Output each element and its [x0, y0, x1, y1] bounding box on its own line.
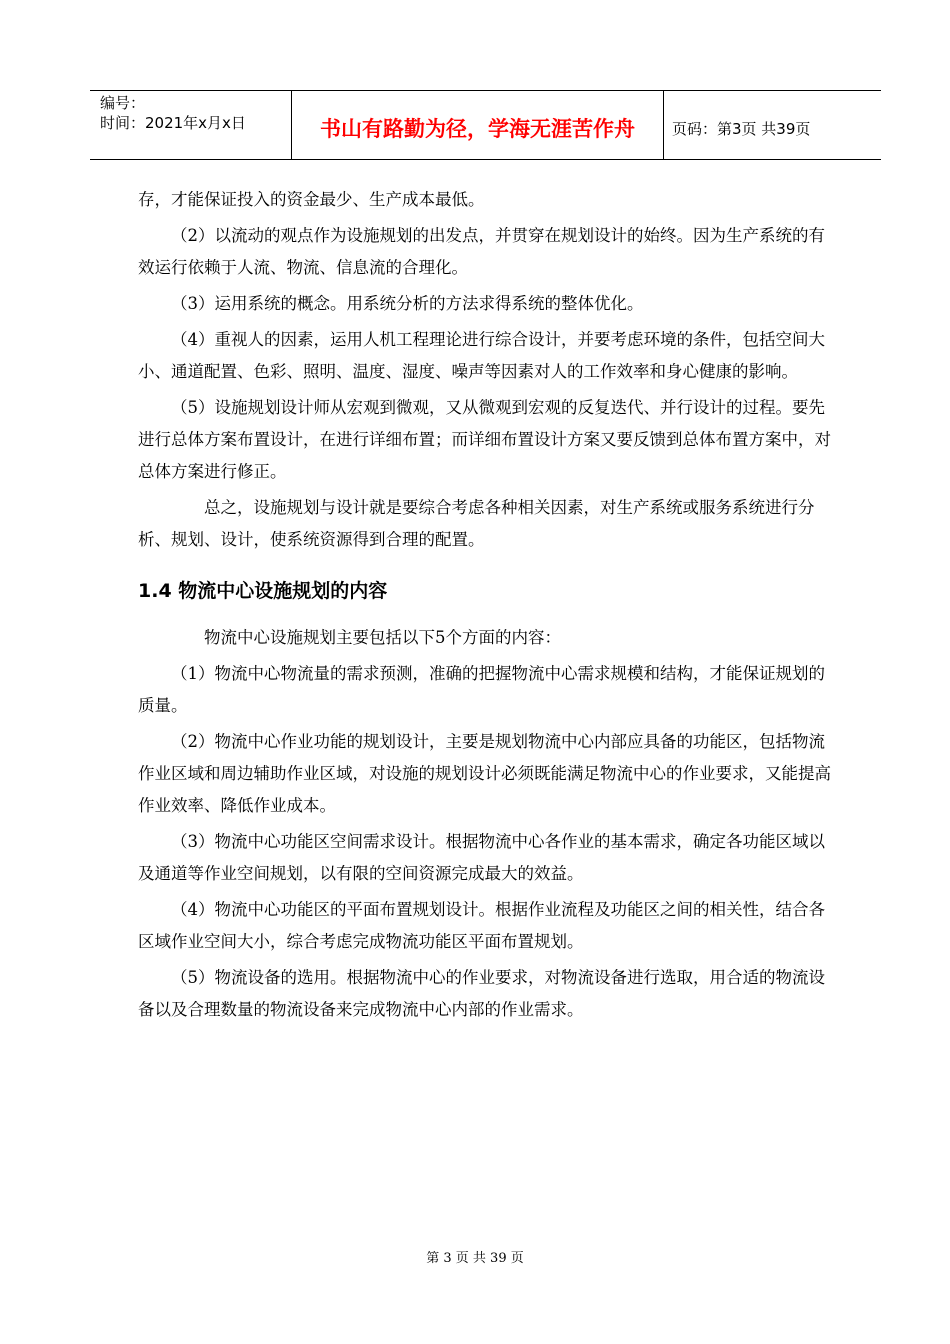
- paragraph: （4）重视人的因素，运用人机工程理论进行综合设计，并要考虑环境的条件，包括空间大小、通道配置、色彩、照明、温度、湿度、噪声等因素对人的工作效率和身心健康的影响。: [138, 330, 825, 381]
- header-page-info: 页码：第3页 共39页: [672, 119, 811, 138]
- paragraph: （5）物流设备的选用。根据物流中心的作业要求，对物流设备进行选取，用合适的物流设备以及合理数量的物流设备来完成物流中心内部的作业需求。: [138, 968, 825, 1019]
- document-body: [138, 184, 838, 1026]
- paragraph: （1）物流中心物流量的需求预测，准确的把握物流中心需求规模和结构，才能保证规划的质量。: [138, 664, 825, 715]
- section-heading: 1.4 物流中心设施规划的内容: [138, 580, 388, 602]
- paragraph: 物流中心设施规划主要包括以下5个方面的内容：: [204, 628, 561, 647]
- paragraph: （2）以流动的观点作为设施规划的出发点，并贯穿在规划设计的始终。因为生产系统的有效运行依赖于人流、物流、信息流的合理化。: [138, 226, 825, 277]
- paragraph: （3）运用系统的概念。用系统分析的方法求得系统的整体优化。: [171, 294, 644, 313]
- page-footer: 第 3 页 共 39 页: [426, 1251, 524, 1266]
- paragraph: 总之，设施规划与设计就是要综合考虑各种相关因素，对生产系统或服务系统进行分析、规划、设计，使系统资源得到合理的配置。: [138, 498, 815, 549]
- header-meta: [90, 91, 292, 159]
- document-time-label: 时间：2021年x月x日: [100, 114, 246, 132]
- paragraph: （4）物流中心功能区的平面布置规划设计。根据作业流程及功能区之间的相关性，结合各区域作业空间大小，综合考虑完成物流功能区平面布置规划。: [138, 900, 825, 951]
- paragraph: （2）物流中心作业功能的规划设计，主要是规划物流中心内部应具备的功能区，包括物流作业区域和周边辅助作业区域，对设施的规划设计必须既能满足物流中心的作业要求，又能提高作业效率、降低作业成本。: [138, 732, 831, 815]
- paragraph: （5）设施规划设计师从宏观到微观，又从微观到宏观的反复迭代、并行设计的过程。要先进行总体方案布置设计，在进行详细布置；而详细布置设计方案又要反馈到总体布置方案中，对总体方案进行修正。: [138, 398, 831, 481]
- page-header: [90, 90, 881, 160]
- paragraph: （3）物流中心功能区空间需求设计。根据物流中心各作业的基本需求，确定各功能区域以及通道等作业空间规划，以有限的空间资源完成最大的效益。: [138, 832, 825, 883]
- document-number-label: 编号：: [100, 94, 146, 112]
- header-motto: 书山有路勤为径，学海无涯苦作舟: [292, 91, 664, 159]
- paragraph: 存，才能保证投入的资金最少、生产成本最低。: [138, 190, 485, 209]
